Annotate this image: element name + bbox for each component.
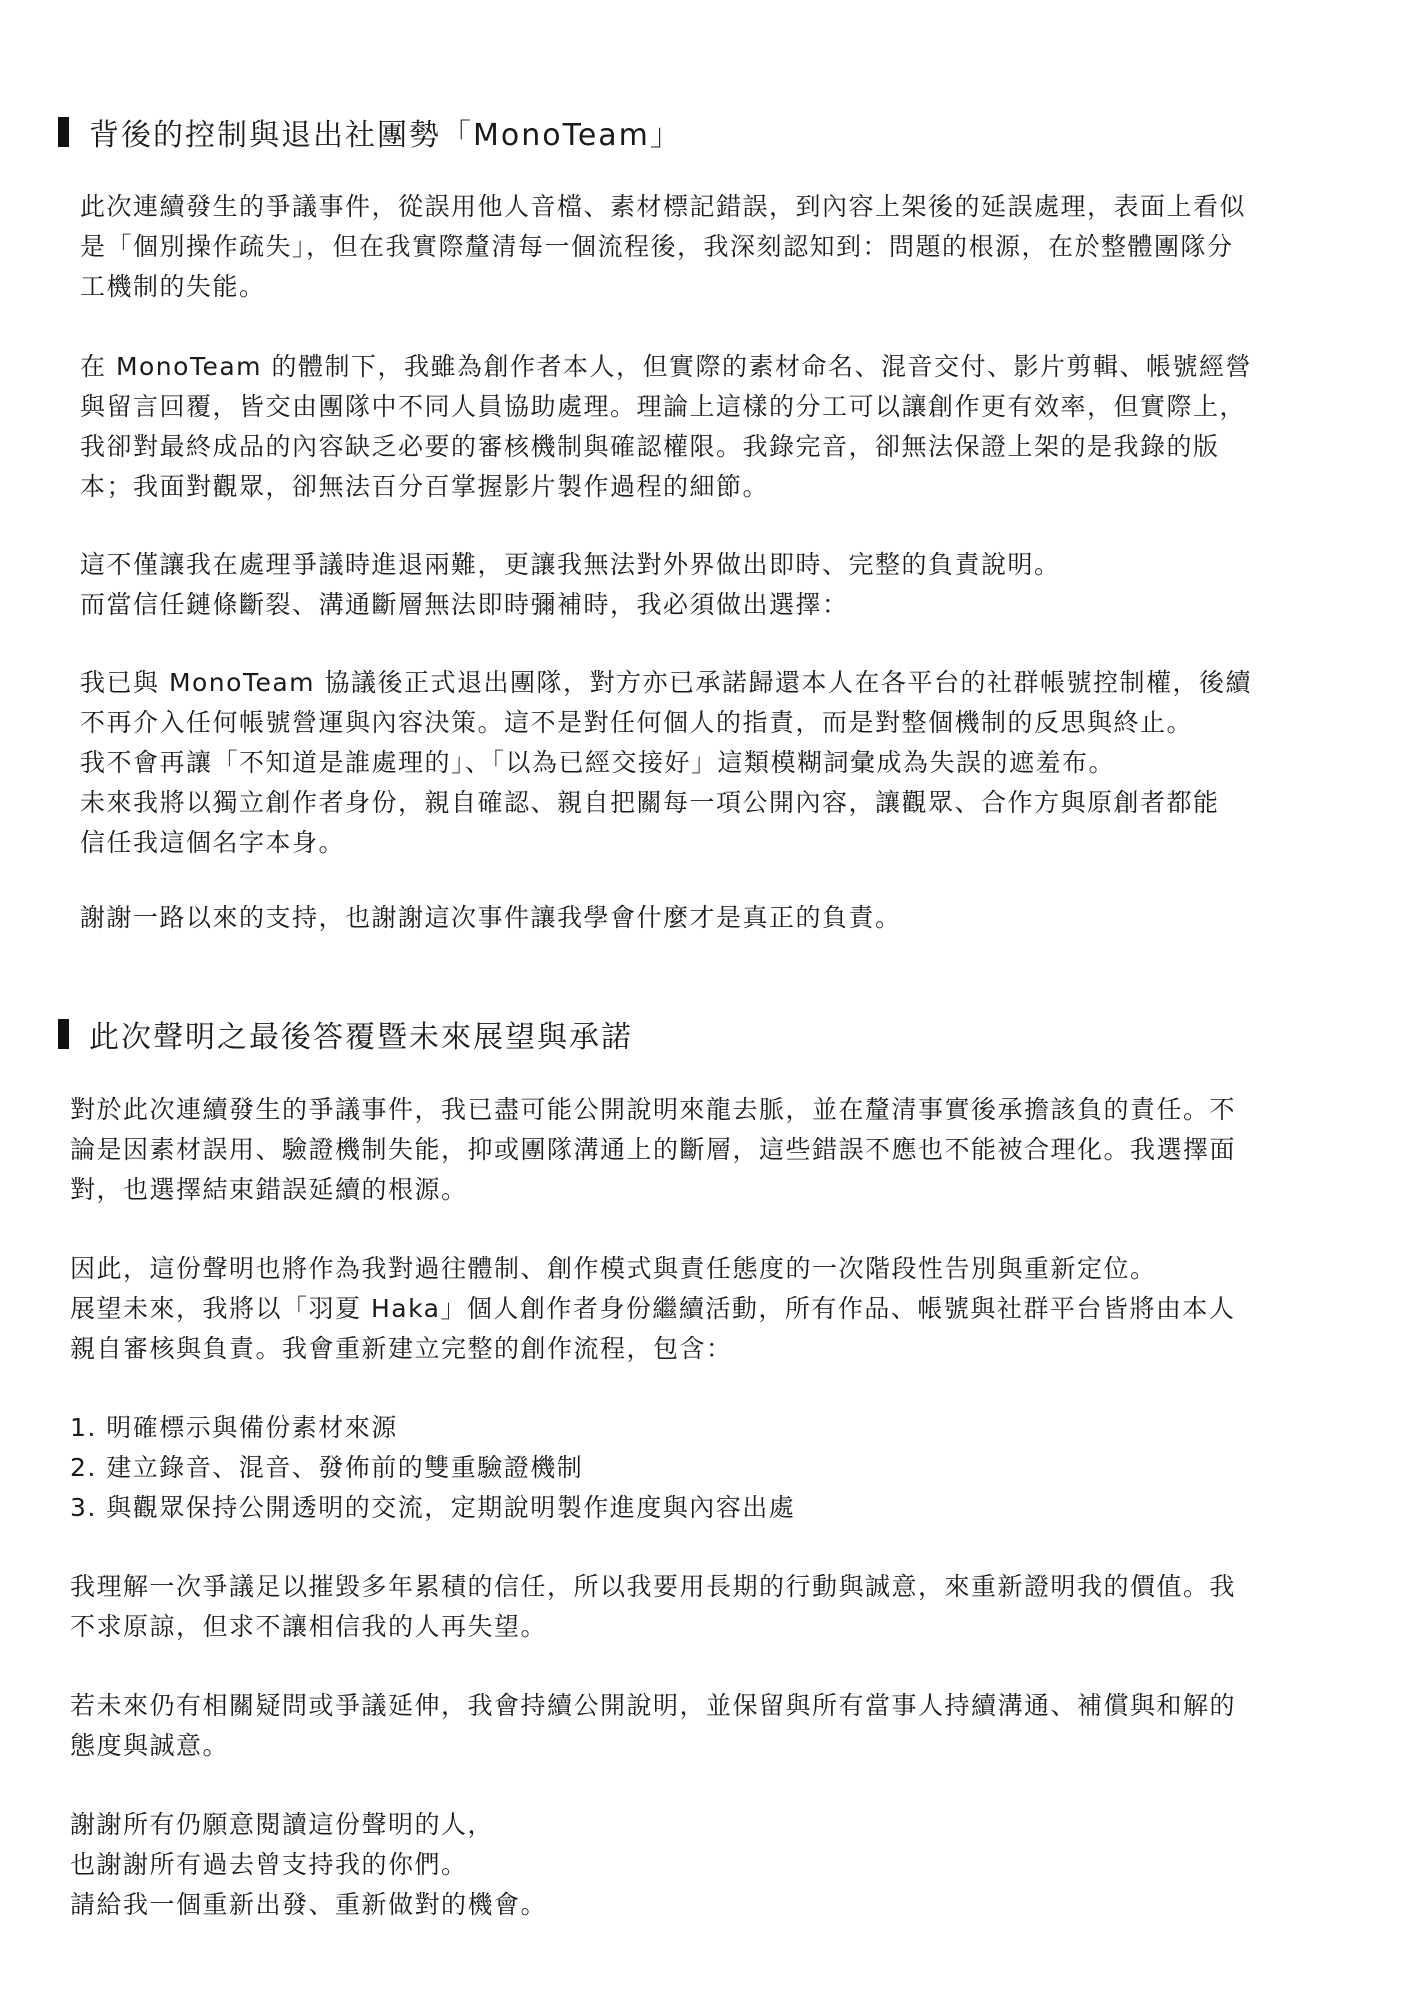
text-line: 本；我面對觀眾，卻無法百分百掌握影片製作過程的細節。 xyxy=(80,472,770,501)
section-1-paragraph xyxy=(80,347,1252,507)
text-line: 不再介入任何帳號營運與內容決策。這不是對任何個人的指責，而是對整個機制的反思與終止。 xyxy=(80,708,1194,737)
list-item: 2. 建立錄音、混音、發佈前的雙重驗證機制 xyxy=(70,1453,584,1482)
list-item: 1. 明確標示與備份素材來源 xyxy=(70,1413,398,1442)
section-2-heading-text: 此次聲明之最後答覆暨未來展望與承諾 xyxy=(89,1020,633,1055)
text-line: 對於此次連續發生的爭議事件，我已盡可能公開說明來龍去脈，並在釐清事實後承擔該負的責任。不 xyxy=(70,1095,1237,1124)
text-line: 我已與 MonoTeam 協議後正式退出團隊，對方亦已承諾歸還本人在各平台的社群帳號控制權，後續 xyxy=(80,668,1252,697)
text-line: 親自審核與負責。我會重新建立完整的創作流程，包含： xyxy=(70,1334,733,1363)
text-line: 信任我這個名字本身。 xyxy=(80,828,346,857)
text-line: 我卻對最終成品的內容缺乏必要的審核機制與確認權限。我錄完音，卻無法保證上架的是我錄的版 xyxy=(80,432,1220,461)
text-line: 此次連續發生的爭議事件，從誤用他人音檔、素材標記錯誤，到內容上架後的延誤處理，表面上看似 xyxy=(80,192,1247,221)
text-line: 態度與誠意。 xyxy=(70,1731,230,1760)
section-2-paragraph xyxy=(70,1249,1235,1369)
section-2-heading xyxy=(58,1012,633,1056)
text-line: 工機制的失能。 xyxy=(80,272,266,301)
section-1-heading xyxy=(58,110,682,154)
heading-bar-icon xyxy=(58,1019,69,1049)
text-line: 論是因素材誤用、驗證機制失能，抑或團隊溝通上的斷層，這些錯誤不應也不能被合理化。我選擇面 xyxy=(70,1135,1237,1164)
section-2-paragraph xyxy=(70,1686,1236,1766)
text-line: 是「個別操作疏失」，但在我實際釐清每一個流程後，我深刻認知到：問題的根源，在於整體團隊分 xyxy=(80,232,1234,261)
list-item: 3. 與觀眾保持公開透明的交流，定期說明製作進度與內容出處 xyxy=(70,1493,796,1522)
section-1-heading-text: 背後的控制與退出社團勢「MonoTeam」 xyxy=(89,118,682,153)
text-line: 對，也選擇結束錯誤延續的根源。 xyxy=(70,1175,468,1204)
text-line: 展望未來，我將以「羽夏 Haka」個人創作者身份繼續活動，所有作品、帳號與社群平台皆將由本人 xyxy=(70,1294,1236,1323)
section-2-paragraph xyxy=(70,1805,547,1925)
text-line: 因此，這份聲明也將作為我對過往體制、創作模式與責任態度的一次階段性告別與重新定位。 xyxy=(70,1254,1157,1283)
text-line: 請給我一個重新出發、重新做對的機會。 xyxy=(70,1890,548,1919)
section-1-paragraph xyxy=(80,663,1252,863)
section-1-paragraph xyxy=(80,898,902,938)
section-2-list xyxy=(70,1408,795,1528)
text-line: 若未來仍有相關疑問或爭議延伸，我會持續公開說明，並保留與所有當事人持續溝通、補償與和解的 xyxy=(70,1691,1237,1720)
section-1-paragraph xyxy=(80,545,1061,625)
text-line: 這不僅讓我在處理爭議時進退兩難，更讓我無法對外界做出即時、完整的負責說明。 xyxy=(80,550,1061,579)
heading-bar-icon xyxy=(58,117,69,147)
text-line: 也謝謝所有過去曾支持我的你們。 xyxy=(70,1850,468,1879)
text-line: 在 MonoTeam 的體制下，我雖為創作者本人，但實際的素材命名、混音交付、影片剪輯、帳號經營 xyxy=(80,352,1252,381)
text-line: 不求原諒，但求不讓相信我的人再失望。 xyxy=(70,1612,548,1641)
text-line: 未來我將以獨立創作者身份，親自確認、親自把關每一項公開內容，讓觀眾、合作方與原創者都能 xyxy=(80,788,1220,817)
text-line: 我理解一次爭議足以摧毀多年累積的信任，所以我要用長期的行動與誠意，來重新證明我的價值。我 xyxy=(70,1572,1237,1601)
text-line: 謝謝一路以來的支持，也謝謝這次事件讓我學會什麼才是真正的負責。 xyxy=(80,903,902,932)
text-line: 而當信任鏈條斷裂、溝通斷層無法即時彌補時，我必須做出選擇： xyxy=(80,590,849,619)
section-1-paragraph xyxy=(80,187,1246,307)
section-2-paragraph xyxy=(70,1567,1236,1647)
text-line: 我不會再讓「不知道是誰處理的」、「以為已經交接好」這類模糊詞彙成為失誤的遮羞布。 xyxy=(80,748,1116,777)
section-2-paragraph xyxy=(70,1090,1236,1210)
text-line: 謝謝所有仍願意閱讀這份聲明的人， xyxy=(70,1810,495,1839)
text-line: 與留言回覆，皆交由團隊中不同人員協助處理。理論上這樣的分工可以讓創作更有效率，但實際上， xyxy=(80,392,1247,421)
